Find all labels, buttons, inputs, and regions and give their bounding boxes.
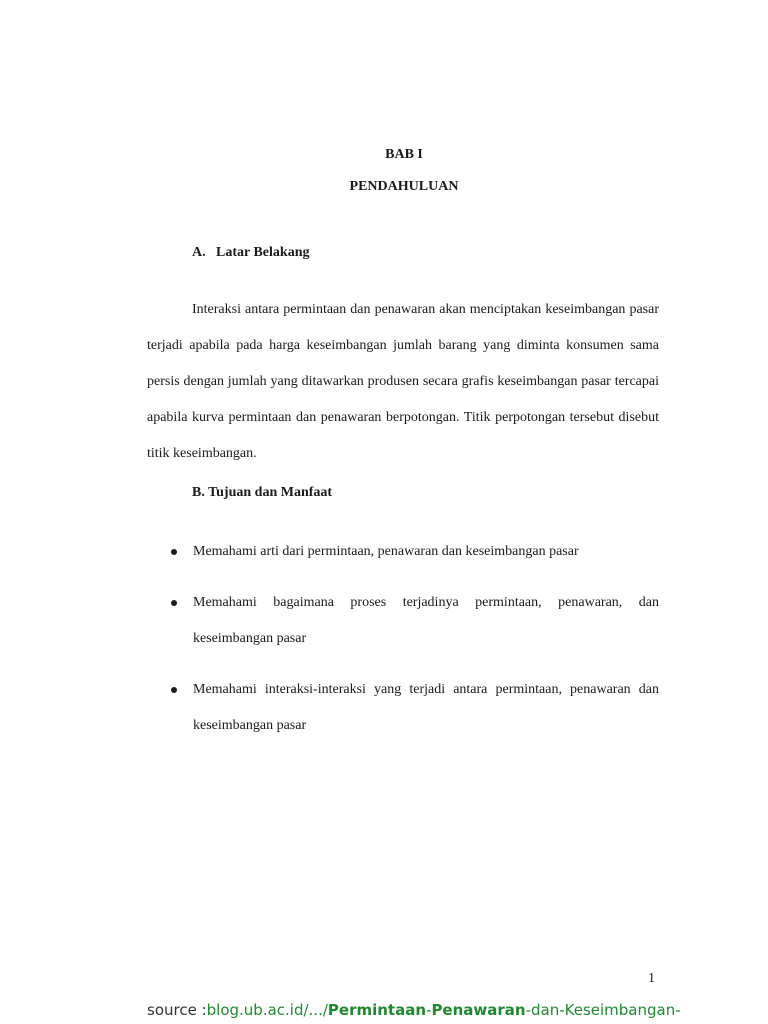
chapter-title: PENDAHULUAN [349, 179, 459, 194]
section-a-letter: A. [192, 245, 206, 260]
list-item-text: Memahami interaksi-interaksi yang terjadi antara permintaan, penawaran dan keseimbangan pasar [193, 682, 659, 733]
chapter-number: BAB I [385, 147, 423, 162]
source-url-separator: - [426, 1001, 432, 1019]
page-number: 1 [648, 971, 655, 986]
source-label: source : [147, 1001, 207, 1019]
list-item [165, 585, 659, 657]
source-url-suffix: -dan-Keseimbangan- [525, 1001, 681, 1019]
background-paragraph: Interaksi antara permintaan dan penawaran akan menciptakan keseimbangan pasar terjadi apabila pada harga keseimbangan jumlah barang yang diminta konsumen sama persis dengan jumlah yang ditawarkan produsen secara grafis keseimbangan pasar tercapai apabila kurva permintaan dan penawaran berpotongan. Titik perpotongan tersebut disebut titik keseimbangan. [147, 302, 659, 461]
list-item [165, 534, 659, 570]
section-a-title: Latar Belakang [216, 245, 310, 260]
list-item-text: Memahami bagaimana proses terjadinya permintaan, penawaran, dan keseimbangan pasar [193, 595, 659, 646]
source-link[interactable] [207, 1001, 681, 1019]
source-url-keyword-2: Penawaran [431, 1001, 526, 1019]
bullet-icon [171, 600, 177, 606]
bullet-icon [171, 687, 177, 693]
list-item [165, 672, 659, 744]
bullet-icon [171, 549, 177, 555]
list-item-text: Memahami arti dari permintaan, penawaran dan keseimbangan pasar [193, 544, 579, 559]
source-url-keyword-1: Permintaan [327, 1001, 427, 1019]
source-attribution [147, 1001, 681, 1019]
section-a-heading [192, 245, 309, 261]
source-url-prefix: blog.ub.ac.id/.../ [206, 1001, 328, 1019]
objectives-list [165, 534, 659, 759]
section-b-heading: B. Tujuan dan Manfaat [192, 485, 333, 500]
